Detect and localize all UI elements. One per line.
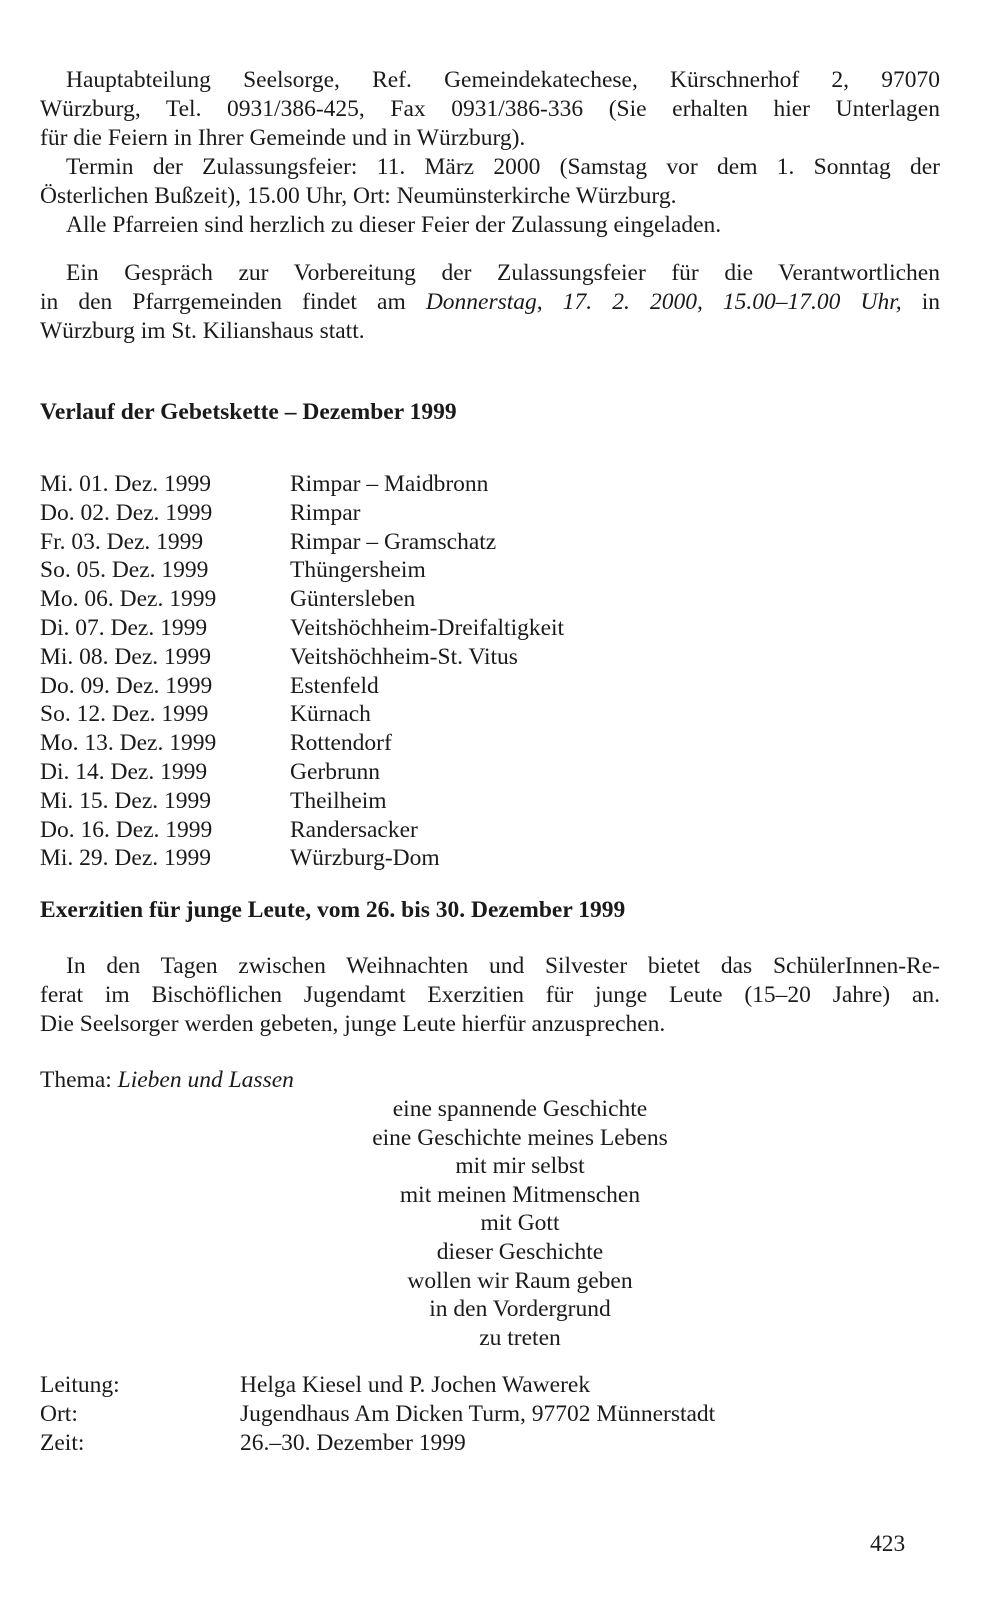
schedule-row [40,643,740,672]
ort-label: Ort: [40,1401,78,1427]
info-row-ort [40,1400,840,1429]
schedule-date: Di. 07. Dez. 1999 [40,614,208,641]
theme-line [40,1066,294,1095]
schedule-row [40,729,740,758]
leitung-label: Leitung: [40,1372,120,1398]
meeting-text: in [901,289,941,315]
schedule-place: Estenfeld [290,672,379,699]
schedule-place: Güntersleben [290,586,416,613]
schedule-date: Mi. 29. Dez. 1999 [40,845,212,872]
page-number: 423 [870,1531,906,1557]
schedule-place: Rimpar – Gramschatz [290,528,497,555]
poem-line: zu treten [479,1324,561,1351]
schedule-place: Randersacker [290,816,418,843]
schedule-row [40,499,740,528]
schedule-date: Mo. 13. Dez. 1999 [40,730,217,757]
theme-label: Thema: [40,1067,118,1093]
meeting-paragraph [40,259,940,346]
exerzitien-paragraph [40,952,940,1039]
schedule-place: Rimpar – Maidbronn [290,471,489,497]
schedule-date: Mi. 08. Dez. 1999 [40,643,212,670]
event-info [40,1371,840,1458]
poem-line: mit meinen Mitmenschen [399,1181,641,1208]
meeting-line [40,288,940,317]
schedule-place: Kürnach [290,701,371,728]
schedule-row [40,816,740,845]
intro-line: für die Feiern in Ihrer Gemeinde und in Würzburg). [40,125,526,151]
schedule-place: Rimpar [290,499,361,526]
meeting-line: Würzburg im St. Kilianshaus statt. [40,318,365,344]
schedule-place: Veitshöchheim-Dreifaltigkeit [290,614,565,641]
schedule-date: Do. 09. Dez. 1999 [40,672,213,699]
schedule-row [40,528,740,557]
exerzitien-heading: Exerzitien für junge Leute, vom 26. bis 30. Dezember 1999 [40,897,626,923]
schedule-place: Theilheim [290,787,387,814]
schedule-date: So. 12. Dez. 1999 [40,701,209,728]
intro-line: Alle Pfarreien sind herzlich zu dieser Feier der Zulassung eingeladen. [66,212,722,238]
schedule-row [40,556,740,585]
schedule-date: Mi. 01. Dez. 1999 [40,471,212,497]
poem-line: eine Geschichte meines Lebens [372,1124,668,1151]
exerzitien-line: Die Seelsorger werden gebeten, junge Leute hierfür anzusprechen. [40,1011,666,1037]
schedule-row [40,614,740,643]
intro-line: Hauptabteilung Seelsorge, Ref. Gemeindekatechese, Kürschnerhof 2, 97070 [66,67,940,93]
meeting-date-time: Donnerstag, 17. 2. 2000, 15.00–17.00 Uhr, [425,289,902,315]
schedule-row [40,470,740,499]
intro-line: Termin der Zulassungsfeier: 11. März 2000 (Samstag vor dem 1. Sonntag der [66,154,940,180]
poem-line: mit mir selbst [455,1153,585,1180]
theme-poem [300,1095,740,1352]
schedule-date: Fr. 03. Dez. 1999 [40,528,204,555]
poem-line: mit Gott [480,1210,560,1237]
schedule-date: Do. 02. Dez. 1999 [40,499,213,526]
schedule-date: Mi. 15. Dez. 1999 [40,787,212,814]
schedule-date: Mo. 06. Dez. 1999 [40,586,217,613]
poem-line: wollen wir Raum geben [407,1267,633,1294]
gebetskette-heading: Verlauf der Gebetskette – Dezember 1999 [40,399,457,425]
ort-value: Jugendhaus Am Dicken Turm, 97702 Münnerstadt [240,1401,716,1427]
poem-line: dieser Geschichte [436,1238,604,1265]
meeting-text: in den Pfarrgemeinden findet am [40,289,426,315]
intro-line: Würzburg, Tel. 0931/386-425, Fax 0931/386-336 (Sie erhalten hier Unterlagen [40,96,940,122]
theme-title: Lieben und Lassen [117,1067,294,1093]
zeit-value: 26.–30. Dezember 1999 [240,1430,466,1456]
schedule-date: Do. 16. Dez. 1999 [40,816,213,843]
schedule-row [40,672,740,701]
info-row-zeit [40,1429,840,1458]
schedule-place: Gerbrunn [290,758,381,785]
schedule-date: Di. 14. Dez. 1999 [40,758,208,785]
schedule-row [40,844,740,873]
schedule-row [40,758,740,787]
exerzitien-line: ferat im Bischöflichen Jugendamt Exerzitien für junge Leute (15–20 Jahre) an. [40,982,940,1008]
schedule-row [40,787,740,816]
schedule-row [40,585,740,614]
exerzitien-line: In den Tagen zwischen Weihnachten und Silvester bietet das SchülerInnen-Re- [66,953,940,979]
schedule-row [40,700,740,729]
schedule-place: Rottendorf [290,730,392,757]
intro-paragraph [40,66,940,240]
poem-line: eine spannende Geschichte [392,1096,648,1122]
schedule-place: Thüngersheim [290,557,426,584]
schedule-place: Würzburg-Dom [290,845,440,872]
leitung-value: Helga Kiesel und P. Jochen Wawerek [240,1372,591,1398]
intro-line: Österlichen Bußzeit), 15.00 Uhr, Ort: Neumünsterkirche Würzburg. [40,183,677,209]
info-row-leitung [40,1371,840,1400]
zeit-label: Zeit: [40,1430,85,1456]
schedule-date: So. 05. Dez. 1999 [40,557,209,584]
meeting-line: Ein Gespräch zur Vorbereitung der Zulassungsfeier für die Verantwortlichen [66,260,940,286]
schedule-place: Veitshöchheim-St. Vitus [290,643,518,670]
gebetskette-schedule [40,470,740,873]
poem-line: in den Vordergrund [429,1296,611,1323]
